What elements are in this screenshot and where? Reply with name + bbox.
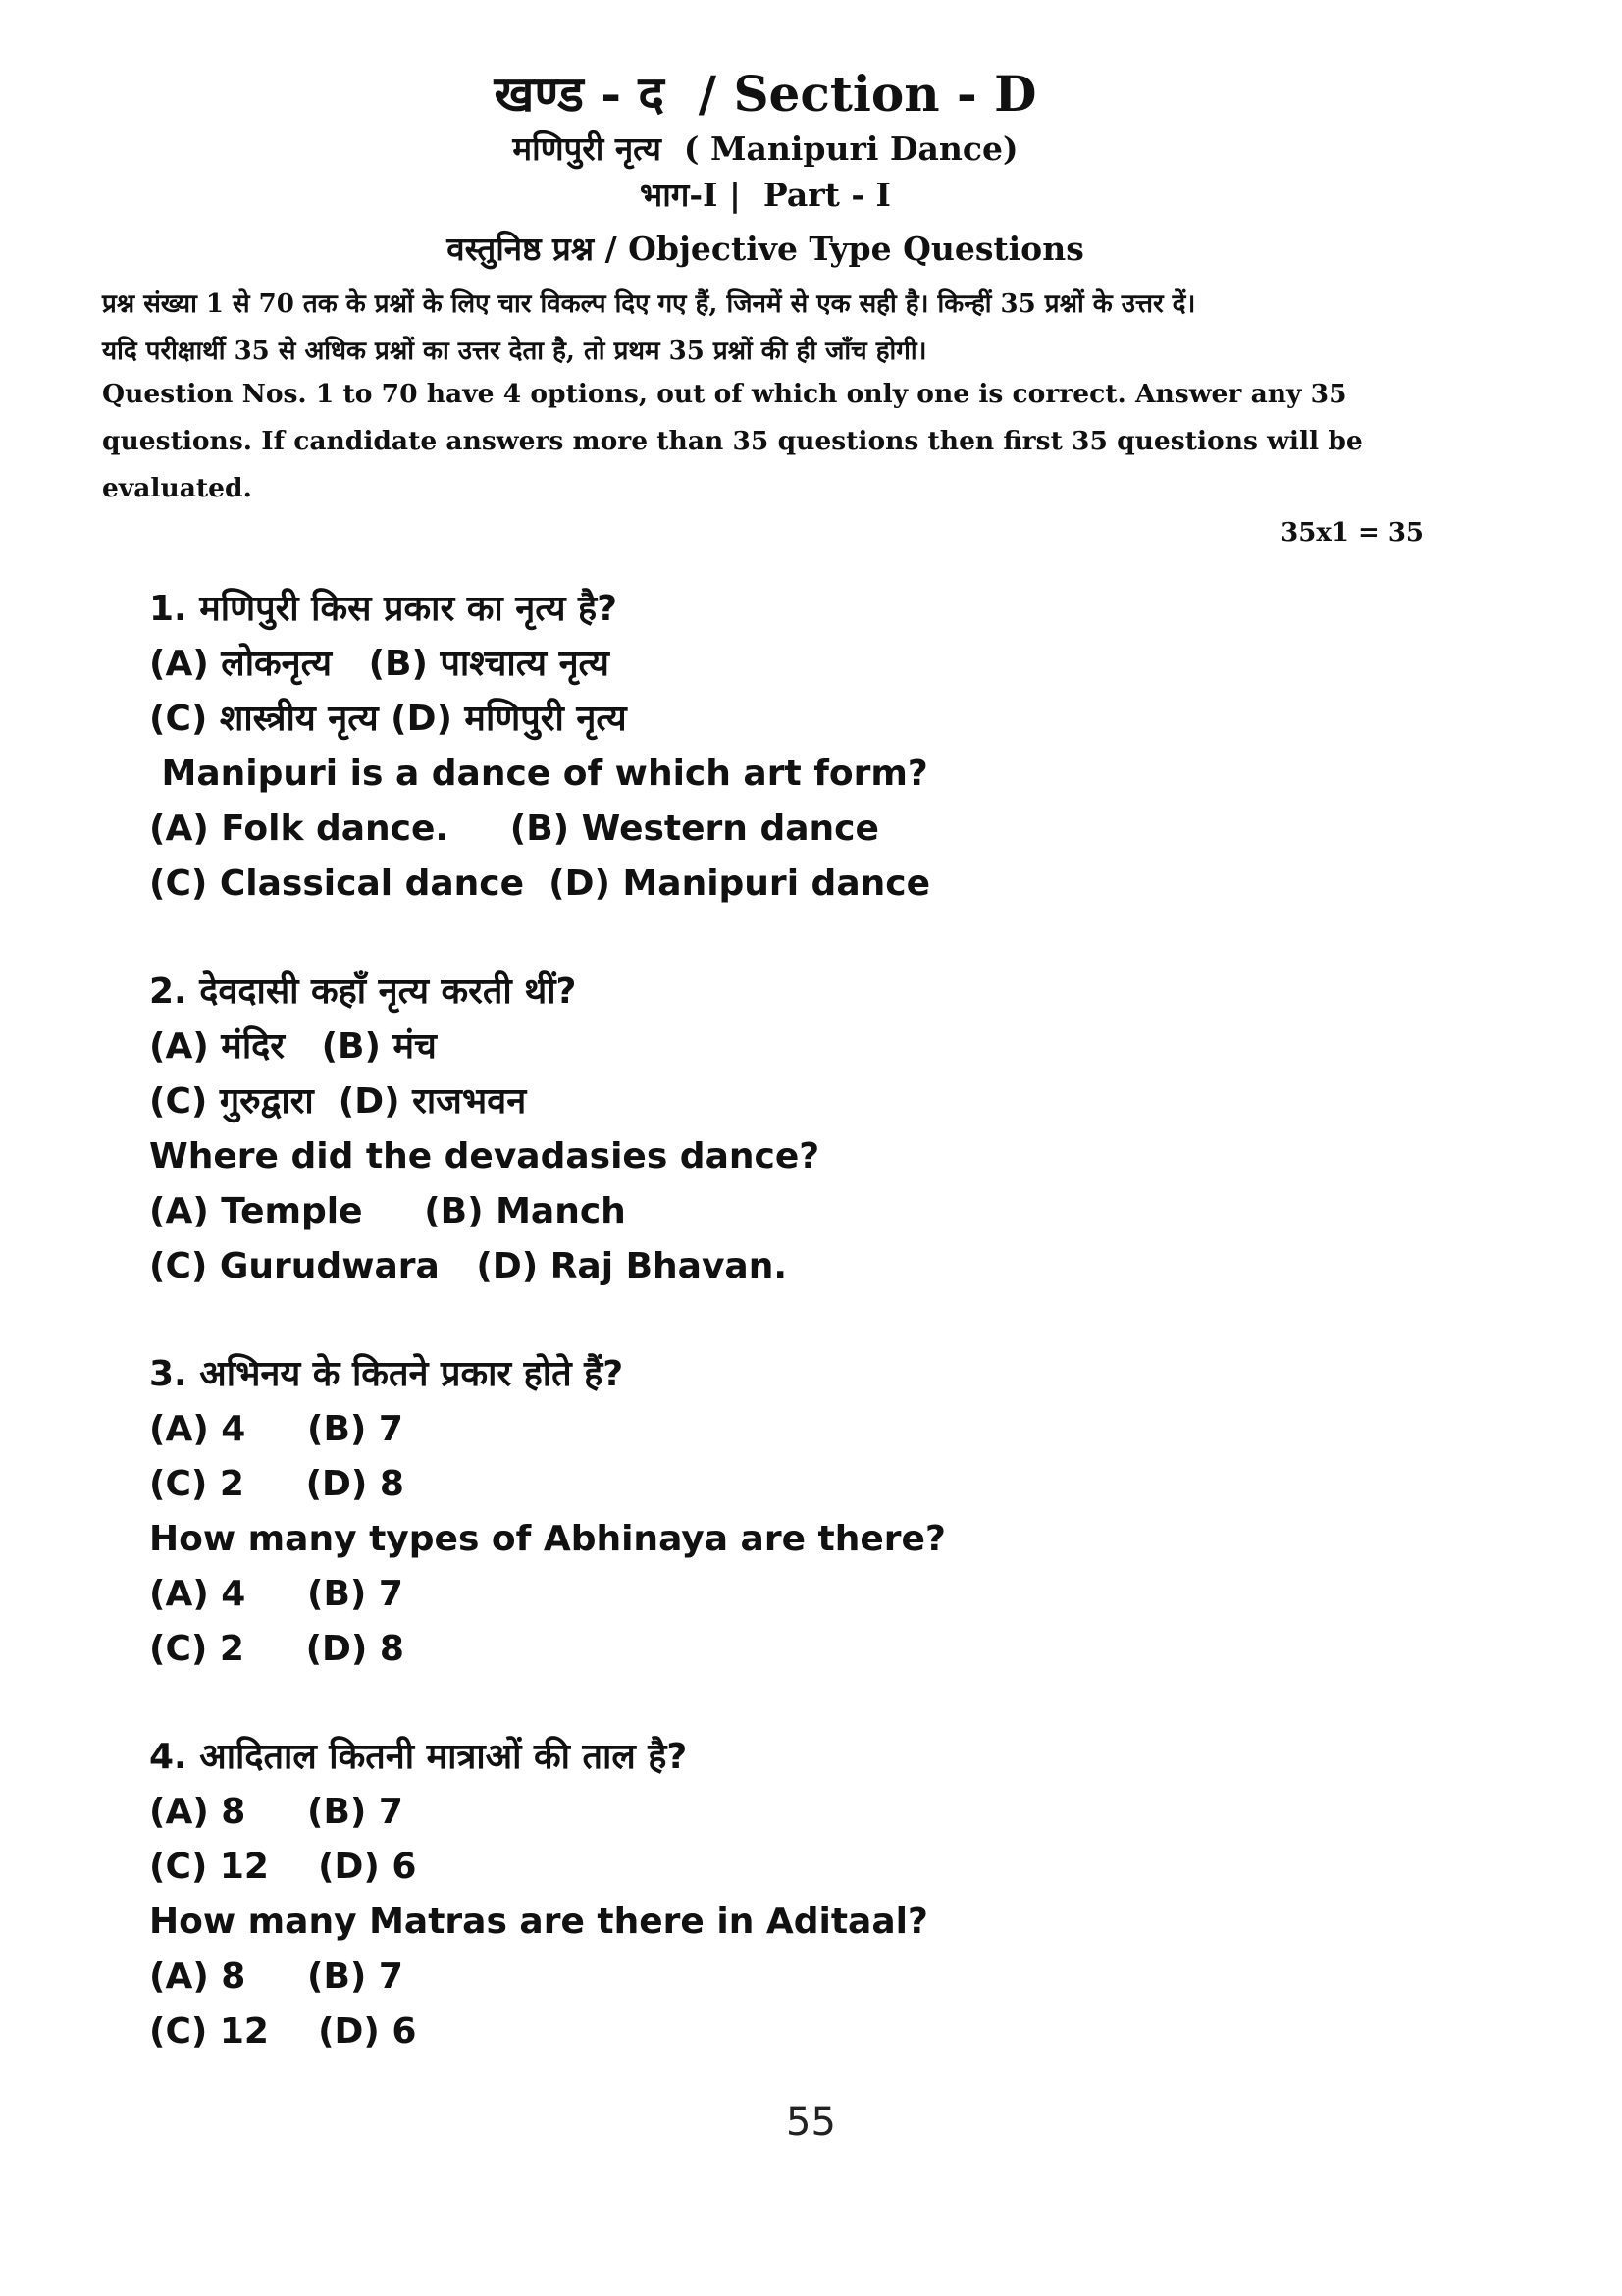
question-4-english: How many Matras are there in Aditaal? xyxy=(149,1902,928,1942)
question-1-hindi-options-cd: (C) शास्त्रीय नृत्य (D) मणिपुरी नृत्य xyxy=(149,699,627,739)
section-subtitle: मणिपुरी नृत्य ( Manipuri Dance) xyxy=(512,130,1019,168)
question-3-hindi: 3. अभिनय के कितने प्रकार होते हैं? xyxy=(149,1354,624,1394)
instructions-english-line-2: questions. If candidate answers more than 35 questions then first 35 questions will be xyxy=(102,426,1363,456)
question-2-hindi-options-ab: (A) मंदिर (B) मंच xyxy=(149,1026,437,1067)
question-4 xyxy=(149,1730,928,2060)
section-title: खण्ड - द / Section - D xyxy=(494,65,1037,123)
question-3-english: How many types of Abhinaya are there? xyxy=(149,1519,946,1559)
question-1-english-options-ab: (A) Folk dance. (B) Western dance xyxy=(149,809,879,849)
question-1-hindi-options-ab: (A) लोकनृत्य (B) पाश्चात्य नृत्य xyxy=(149,644,609,684)
instructions-english-line-3: evaluated. xyxy=(102,473,252,503)
question-1-hindi: 1. मणिपुरी किस प्रकार का नृत्य है? xyxy=(149,589,618,629)
question-3-hindi-options-ab: (A) 4 (B) 7 xyxy=(149,1409,403,1449)
objective-heading: वस्तुनिष्ठ प्रश्न / Objective Type Questions xyxy=(446,230,1084,268)
question-3 xyxy=(149,1347,946,1677)
marks-label: 35x1 = 35 xyxy=(1281,518,1424,548)
question-4-hindi-options-ab: (A) 8 (B) 7 xyxy=(149,1792,403,1832)
question-2-english-options-ab: (A) Temple (B) Manch xyxy=(149,1191,626,1231)
question-2-hindi-options-cd: (C) गुरुद्वारा (D) राजभवन xyxy=(149,1081,527,1122)
question-2-english: Where did the devadasies dance? xyxy=(149,1136,820,1176)
question-4-english-options-ab: (A) 8 (B) 7 xyxy=(149,1957,403,1997)
question-4-hindi: 4. आदिताल कितनी मात्राओं की ताल है? xyxy=(149,1737,688,1777)
instructions-hindi-line-2: यदि परीक्षार्थी 35 से अधिक प्रश्नों का उत्तर देता है, तो प्रथम 35 प्रश्नों की ही जाँच होगी। xyxy=(102,337,927,366)
question-1-english-options-cd: (C) Classical dance (D) Manipuri dance xyxy=(149,863,931,904)
instructions-english-line-1: Question Nos. 1 to 70 have 4 options, out of which only one is correct. Answer any 35 xyxy=(102,379,1347,409)
part-heading: भाग-I | Part - I xyxy=(640,176,891,214)
page-number: 55 xyxy=(786,2100,836,2145)
question-1 xyxy=(149,582,930,912)
question-3-english-options-ab: (A) 4 (B) 7 xyxy=(149,1574,403,1614)
question-3-english-options-cd: (C) 2 (D) 8 xyxy=(149,1629,404,1669)
question-4-english-options-cd: (C) 12 (D) 6 xyxy=(149,2011,417,2052)
question-2-english-options-cd: (C) Gurudwara (D) Raj Bhavan. xyxy=(149,1246,788,1286)
instructions-hindi-line-1: प्रश्न संख्या 1 से 70 तक के प्रश्नों के लिए चार विकल्प दिए गए हैं, जिनमें से एक सही है। किन्हीं 35 प्रश्नों के उत्तर दें। xyxy=(102,289,1196,319)
question-1-english: Manipuri is a dance of which art form? xyxy=(149,754,928,794)
question-2-hindi: 2. देवदासी कहाँ नृत्य करती थीं? xyxy=(149,971,577,1012)
question-2 xyxy=(149,965,819,1294)
question-3-hindi-options-cd: (C) 2 (D) 8 xyxy=(149,1464,404,1504)
question-4-hindi-options-cd: (C) 12 (D) 6 xyxy=(149,1847,417,1887)
